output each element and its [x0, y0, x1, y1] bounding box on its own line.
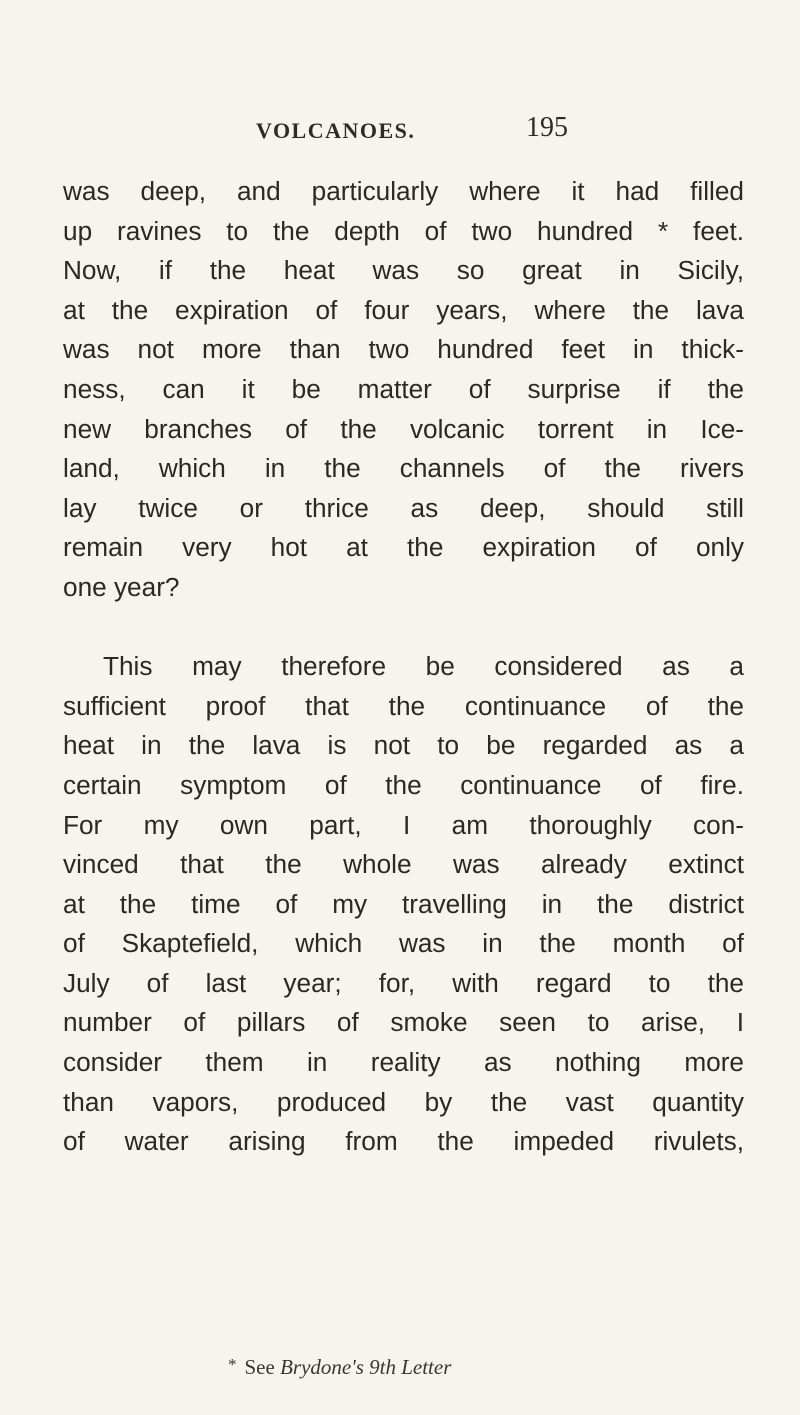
- text-line: Now, if the heat was so great in Sicily,: [63, 255, 744, 286]
- paragraph-2: [63, 647, 744, 1162]
- text-line: ness, can it be matter of surprise if the: [63, 373, 744, 404]
- paragraph-gap: [63, 608, 744, 648]
- footnote-reference: Brydone's 9th Letter: [280, 1355, 452, 1379]
- text-line: heat in the lava is not to be regarded as a: [63, 730, 744, 761]
- text-line: number of pillars of smoke seen to arise, I: [63, 1007, 744, 1038]
- text-line: was not more than two hundred feet in thick-: [63, 334, 744, 365]
- text-line: up ravines to the depth of two hundred * feet.: [63, 215, 744, 246]
- text-line: July of last year; for, with regard to the: [63, 967, 744, 998]
- text-line: land, which in the channels of the rivers: [63, 453, 744, 484]
- text-line: vinced that the whole was already extinct: [63, 849, 744, 880]
- text-line: This may therefore be considered as a: [103, 651, 744, 682]
- text-line: lay twice or thrice as deep, should still: [63, 492, 744, 523]
- text-line: one year?: [63, 571, 180, 602]
- running-title: VOLCANOES.: [256, 118, 416, 143]
- text-line: was deep, and particularly where it had filled: [63, 176, 744, 206]
- text-line: at the expiration of four years, where the lava: [63, 294, 744, 325]
- text-line: of water arising from the impeded rivulets,: [63, 1126, 744, 1157]
- text-line: For my own part, I am thoroughly con-: [63, 809, 744, 840]
- footnote: [228, 1355, 451, 1380]
- text-line: consider them in reality as nothing more: [63, 1047, 744, 1078]
- paragraph-1: [63, 172, 744, 608]
- text-line: of Skaptefield, which was in the month of: [63, 928, 744, 959]
- footnote-mark: *: [228, 1355, 237, 1374]
- text-line: remain very hot at the expiration of only: [63, 532, 744, 563]
- body-text: [63, 172, 744, 1162]
- text-line: sufficient proof that the continuance of the: [63, 690, 744, 721]
- text-line: certain symptom of the continuance of fire.: [63, 769, 744, 800]
- text-line: at the time of my travelling in the district: [63, 888, 744, 919]
- text-line: new branches of the volcanic torrent in Ice-: [63, 413, 744, 444]
- page-number: 195: [526, 112, 568, 143]
- text-line: than vapors, produced by the vast quantity: [63, 1086, 744, 1117]
- running-head: [256, 112, 636, 152]
- footnote-prefix: See: [244, 1355, 275, 1379]
